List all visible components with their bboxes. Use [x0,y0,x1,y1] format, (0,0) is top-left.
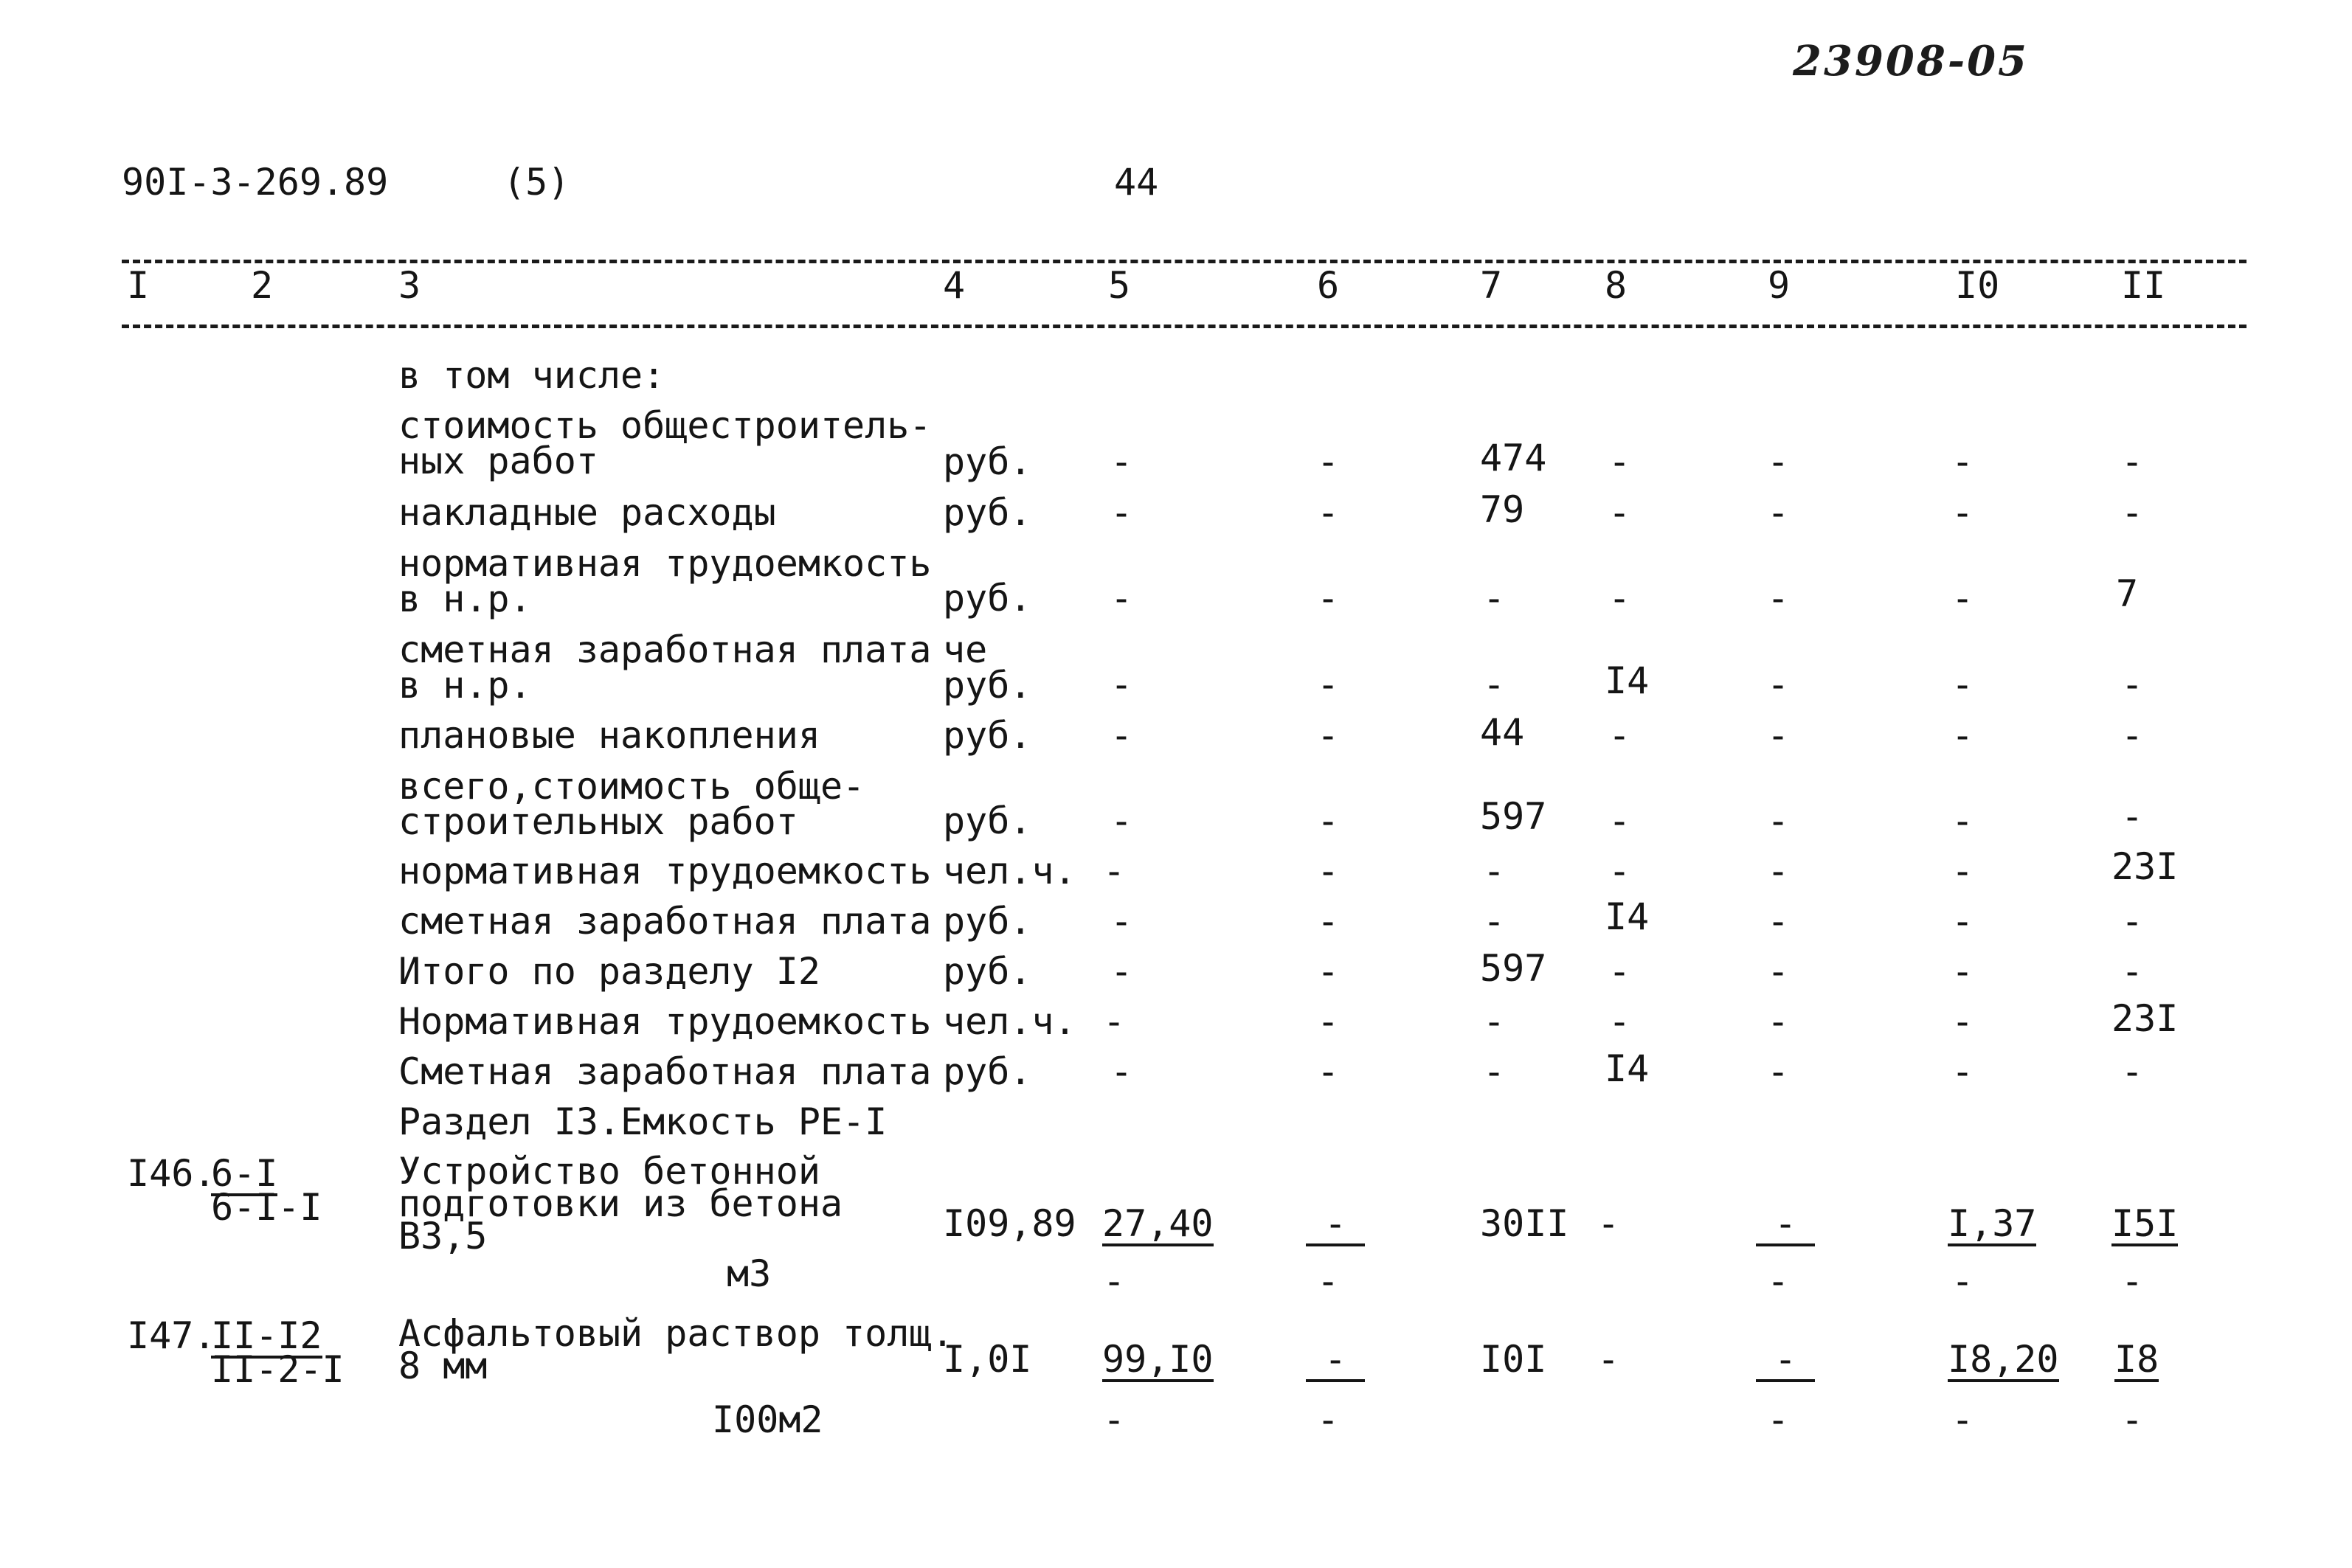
cell-c8: - [1608,491,1631,534]
cell-c11: - [2120,795,2144,838]
cell-c8: - [1608,714,1631,757]
cell-c9: - [1766,577,1790,620]
cell-c9: - [1766,1050,1790,1093]
cell-c6: - [1306,1205,1365,1246]
cell-c8: - [1597,1202,1620,1245]
cell-c10: - [1951,577,1974,620]
cell-c8: - [1608,850,1631,892]
cell-c10: - [1951,1050,1974,1093]
col-header-5: 5 [1108,264,1131,307]
cell-c11-sub: - [2120,1260,2144,1302]
row-label: Нормативная трудоемкость [398,1000,932,1043]
item-number: I46. [127,1152,216,1195]
cell-c6: - [1306,1341,1365,1382]
cell-c10: - [1951,950,1974,993]
row-label: всего,стоимость обще- строительных работ [398,765,865,843]
cell-c7: - [1482,850,1506,892]
cell-c8: - [1608,799,1631,842]
row-label: накладные расходы [398,491,776,534]
section-heading: Раздел I3.Емкость РЕ-I [398,1100,888,1143]
cell-c8: I4 [1605,1047,1650,1090]
cell-c6: - [1316,440,1340,483]
row-label: стоимость общестроитель- ных работ [398,404,932,482]
cell-c6-sub: - [1316,1260,1340,1302]
row-label: Итого по разделу I2 [398,950,820,993]
cell-c9: - [1766,1000,1790,1043]
cell-c6: - [1316,491,1340,534]
cell-c5: - [1110,900,1133,943]
cell-c11: I8 [2114,1338,2159,1381]
col-header-7: 7 [1480,264,1503,307]
col-header-10: I0 [1955,264,2000,307]
cell-c5: - [1110,714,1133,757]
col-header-4: 4 [943,264,966,307]
row-unit: руб. [943,950,1032,993]
row-unit: чел.ч. [943,850,1076,892]
cell-c8: I4 [1605,895,1650,938]
cell-c10-sub: - [1951,1398,1974,1441]
cell-c7: 44 [1480,711,1525,754]
cell-c10: - [1951,714,1974,757]
cell-c5: - [1110,950,1133,993]
cell-c5: - [1110,577,1133,620]
cell-c5: - [1102,1000,1126,1043]
row-label: нормативная трудоемкость в н.р. [398,542,932,620]
cell-c10: - [1951,850,1974,892]
cell-c10: - [1951,440,1974,483]
cell-c8: - [1608,440,1631,483]
cell-c5: - [1110,663,1133,706]
cell-c9: - [1766,799,1790,842]
cell-c6: - [1316,950,1340,993]
row-unit: руб. [943,577,1032,620]
cell-c7: 30II [1480,1202,1569,1245]
cell-c11: - [2120,1050,2144,1093]
cell-c7: 597 [1480,795,1547,838]
cell-c10: - [1951,491,1974,534]
cell-c8: - [1597,1338,1620,1381]
row-label: нормативная трудоемкость [398,850,932,892]
item-number: I47. [127,1314,216,1357]
row-unit: че руб. [943,628,1032,707]
row-label: плановые накопления [398,714,820,757]
row-unit: руб. [943,1050,1032,1093]
cell-c11-sub: - [2120,1398,2144,1441]
cell-c9: - [1766,950,1790,993]
item-unit: м3 [727,1252,772,1295]
cell-c4: I09,89 [943,1202,1076,1245]
cell-c7: - [1482,900,1506,943]
cell-c4: I,0I [943,1338,1032,1381]
col-header-9: 9 [1768,264,1791,307]
cell-c7: - [1482,577,1506,620]
cell-c10: I8,20 [1948,1338,2059,1381]
cell-c9: - [1766,663,1790,706]
cell-c7: - [1482,1000,1506,1043]
cell-c6: - [1316,577,1340,620]
cell-c7: - [1482,1050,1506,1093]
item-description: Устройство бетонной подготовки из бетона В3,5 [398,1150,843,1257]
cell-c7: I0I [1480,1338,1547,1381]
document-code: 90I-3-269.89 [122,161,389,204]
cell-c10: - [1951,663,1974,706]
item-description: Асфальтовый раствор толщ. 8 мм [398,1312,954,1387]
item-unit: I00м2 [712,1398,823,1441]
cell-c9-sub: - [1766,1260,1790,1302]
cell-c5: 99,I0 [1102,1338,1214,1381]
cell-c6: - [1316,850,1340,892]
cell-c11: I5I [2111,1202,2179,1245]
cell-c9: - [1766,491,1790,534]
item-code-sub: 6-I-I [211,1186,322,1229]
cell-c5: - [1110,799,1133,842]
cell-c8: - [1608,1000,1631,1043]
cell-c9: - [1766,900,1790,943]
cell-c9: - [1766,714,1790,757]
cell-c11: 7 [2116,572,2139,615]
cell-c5: - [1110,440,1133,483]
row-label: Сметная заработная плата [398,1050,932,1093]
page-number: 44 [1114,161,1159,204]
cell-c6: - [1316,799,1340,842]
col-header-3: 3 [398,264,421,307]
cell-c5: - [1102,850,1126,892]
cell-c9: - [1756,1205,1815,1246]
row-unit: руб. [943,491,1032,534]
row-unit: чел.ч. [943,1000,1076,1043]
cell-c7: 474 [1480,437,1547,479]
cell-c10-sub: - [1951,1260,1974,1302]
cell-c6: - [1316,1050,1340,1093]
cell-c11: - [2120,950,2144,993]
document-part: (5) [503,161,570,204]
cell-c11: - [2120,663,2144,706]
cell-c5: - [1110,491,1133,534]
cell-c11: - [2120,491,2144,534]
cell-c9: - [1766,850,1790,892]
cell-c7: 597 [1480,947,1547,990]
cell-c10: - [1951,1000,1974,1043]
header-rule-bottom [122,325,2246,328]
row-unit: руб. [943,799,1032,842]
cell-c9: - [1766,440,1790,483]
row-unit: руб. [943,900,1032,943]
cell-c10: - [1951,799,1974,842]
cell-c11: - [2120,440,2144,483]
cell-c11: - [2120,900,2144,943]
cell-c11: 23I [2111,997,2179,1040]
cell-c10: I,37 [1948,1202,2037,1245]
cell-c6: - [1316,663,1340,706]
col-header-8: 8 [1605,264,1628,307]
cell-c8: - [1608,577,1631,620]
row-unit: руб. [943,440,1032,483]
cell-c11: 23I [2111,845,2179,888]
cell-c6: - [1316,714,1340,757]
col-header-6: 6 [1317,264,1340,307]
row-label: сметная заработная плата в н.р. [398,628,932,707]
handwritten-stamp: 23908-05 [1793,37,2029,86]
col-header-11: II [2121,264,2166,307]
cell-c7: 79 [1480,488,1525,531]
cell-c6: - [1316,1000,1340,1043]
cell-c7: - [1482,663,1506,706]
cell-c6: - [1316,900,1340,943]
cell-c5-sub: - [1102,1260,1126,1302]
cell-c9-sub: - [1766,1398,1790,1441]
header-rule-top [122,260,2246,263]
col-header-1: I [127,264,150,307]
cell-c11: - [2120,714,2144,757]
row-unit: руб. [943,714,1032,757]
cell-c6-sub: - [1316,1398,1340,1441]
item-code: II-I2 [211,1314,322,1357]
item-code: 6-I [211,1152,278,1195]
cell-c10: - [1951,900,1974,943]
cell-c5-sub: - [1102,1398,1126,1441]
cell-c8: - [1608,950,1631,993]
col-header-2: 2 [251,264,274,307]
cell-c9: - [1756,1341,1815,1382]
row-label: в том числе: [398,354,665,397]
cell-c5: 27,40 [1102,1202,1214,1245]
cell-c5: - [1110,1050,1133,1093]
row-label: сметная заработная плата [398,900,932,943]
cell-c8: I4 [1605,659,1650,702]
item-code-sub: II-2-I [211,1348,345,1391]
